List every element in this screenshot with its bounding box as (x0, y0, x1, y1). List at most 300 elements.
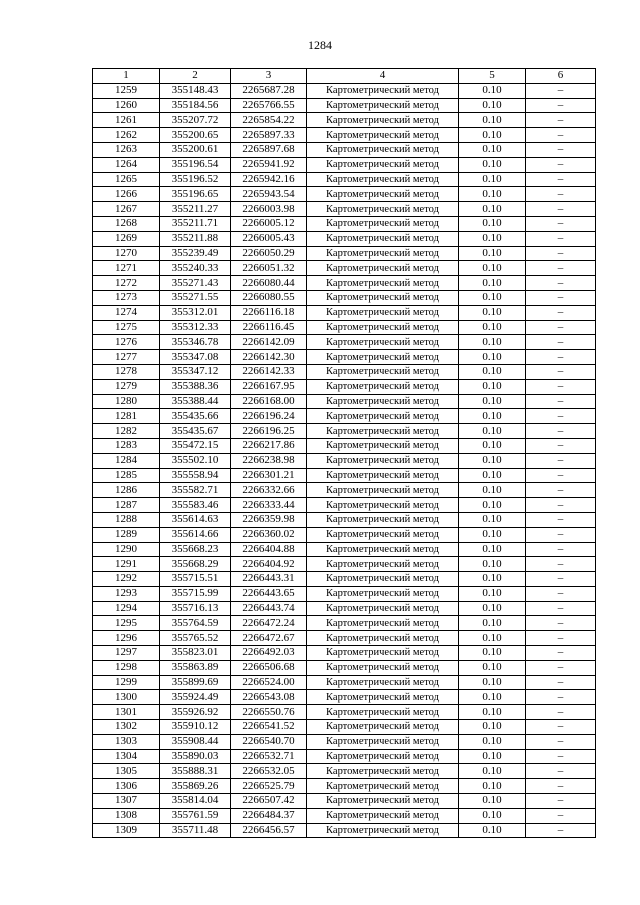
table-row (93, 350, 596, 365)
accuracy-cell: 0.10 (459, 335, 526, 350)
x-coordinate-cell: 355388.44 (160, 394, 231, 409)
point-number-cell: 1291 (93, 557, 160, 572)
point-number-cell: 1283 (93, 438, 160, 453)
x-coordinate-cell: 355614.63 (160, 512, 231, 527)
method-cell: Картометрический метод (307, 557, 459, 572)
accuracy-cell: 0.10 (459, 808, 526, 823)
method-cell: Картометрический метод (307, 586, 459, 601)
note-cell: – (526, 572, 596, 587)
note-cell: – (526, 172, 596, 187)
table-row (93, 409, 596, 424)
method-cell: Картометрический метод (307, 542, 459, 557)
y-coordinate-cell: 2266525.79 (231, 779, 307, 794)
point-number-cell: 1277 (93, 350, 160, 365)
note-cell: – (526, 616, 596, 631)
point-number-cell: 1263 (93, 142, 160, 157)
accuracy-cell: 0.10 (459, 512, 526, 527)
y-coordinate-cell: 2266217.86 (231, 438, 307, 453)
table-row (93, 128, 596, 143)
accuracy-cell: 0.10 (459, 379, 526, 394)
y-coordinate-cell: 2266196.24 (231, 409, 307, 424)
method-cell: Картометрический метод (307, 187, 459, 202)
note-cell: – (526, 438, 596, 453)
x-coordinate-cell: 355435.67 (160, 424, 231, 439)
note-cell: – (526, 749, 596, 764)
table-row (93, 690, 596, 705)
column-header-3: 3 (231, 69, 307, 84)
x-coordinate-cell: 355583.46 (160, 498, 231, 513)
accuracy-cell: 0.10 (459, 586, 526, 601)
coordinates-table (92, 68, 596, 838)
table-row (93, 616, 596, 631)
accuracy-cell: 0.10 (459, 572, 526, 587)
table-row (93, 498, 596, 513)
x-coordinate-cell: 355271.43 (160, 276, 231, 291)
x-coordinate-cell: 355472.15 (160, 438, 231, 453)
table-row (93, 142, 596, 157)
y-coordinate-cell: 2266005.43 (231, 231, 307, 246)
y-coordinate-cell: 2266492.03 (231, 646, 307, 661)
note-cell: – (526, 453, 596, 468)
y-coordinate-cell: 2265897.68 (231, 142, 307, 157)
point-number-cell: 1296 (93, 631, 160, 646)
y-coordinate-cell: 2266443.31 (231, 572, 307, 587)
y-coordinate-cell: 2265854.22 (231, 113, 307, 128)
accuracy-cell: 0.10 (459, 483, 526, 498)
column-header-2: 2 (160, 69, 231, 84)
table-row (93, 572, 596, 587)
note-cell: – (526, 187, 596, 202)
table-row (93, 764, 596, 779)
note-cell: – (526, 364, 596, 379)
y-coordinate-cell: 2266524.00 (231, 675, 307, 690)
note-cell: – (526, 498, 596, 513)
note-cell: – (526, 734, 596, 749)
accuracy-cell: 0.10 (459, 705, 526, 720)
table-row (93, 586, 596, 601)
point-number-cell: 1259 (93, 83, 160, 98)
column-header-4: 4 (307, 69, 459, 84)
table-row (93, 749, 596, 764)
x-coordinate-cell: 355668.23 (160, 542, 231, 557)
note-cell: – (526, 631, 596, 646)
accuracy-cell: 0.10 (459, 675, 526, 690)
x-coordinate-cell: 355668.29 (160, 557, 231, 572)
y-coordinate-cell: 2266005.12 (231, 216, 307, 231)
method-cell: Картометрический метод (307, 113, 459, 128)
y-coordinate-cell: 2266142.09 (231, 335, 307, 350)
table-header (93, 69, 596, 84)
note-cell: – (526, 335, 596, 350)
note-cell: – (526, 542, 596, 557)
x-coordinate-cell: 355890.03 (160, 749, 231, 764)
table-row (93, 705, 596, 720)
x-coordinate-cell: 355207.72 (160, 113, 231, 128)
method-cell: Картометрический метод (307, 379, 459, 394)
x-coordinate-cell: 355200.61 (160, 142, 231, 157)
y-coordinate-cell: 2266543.08 (231, 690, 307, 705)
note-cell: – (526, 83, 596, 98)
accuracy-cell: 0.10 (459, 202, 526, 217)
y-coordinate-cell: 2266116.18 (231, 305, 307, 320)
point-number-cell: 1304 (93, 749, 160, 764)
accuracy-cell: 0.10 (459, 261, 526, 276)
y-coordinate-cell: 2266142.30 (231, 350, 307, 365)
x-coordinate-cell: 355211.88 (160, 231, 231, 246)
accuracy-cell: 0.10 (459, 113, 526, 128)
note-cell: – (526, 246, 596, 261)
y-coordinate-cell: 2266507.42 (231, 794, 307, 809)
accuracy-cell: 0.10 (459, 350, 526, 365)
note-cell: – (526, 675, 596, 690)
method-cell: Картометрический метод (307, 438, 459, 453)
method-cell: Картометрический метод (307, 660, 459, 675)
note-cell: – (526, 468, 596, 483)
point-number-cell: 1268 (93, 216, 160, 231)
y-coordinate-cell: 2266359.98 (231, 512, 307, 527)
table-row (93, 468, 596, 483)
y-coordinate-cell: 2266484.37 (231, 808, 307, 823)
x-coordinate-cell: 355211.71 (160, 216, 231, 231)
point-number-cell: 1298 (93, 660, 160, 675)
x-coordinate-cell: 355926.92 (160, 705, 231, 720)
note-cell: – (526, 142, 596, 157)
x-coordinate-cell: 355347.12 (160, 364, 231, 379)
y-coordinate-cell: 2266472.67 (231, 631, 307, 646)
x-coordinate-cell: 355196.65 (160, 187, 231, 202)
y-coordinate-cell: 2266238.98 (231, 453, 307, 468)
x-coordinate-cell: 355924.49 (160, 690, 231, 705)
table-row (93, 438, 596, 453)
method-cell: Картометрический метод (307, 631, 459, 646)
accuracy-cell: 0.10 (459, 542, 526, 557)
point-number-cell: 1308 (93, 808, 160, 823)
note-cell: – (526, 276, 596, 291)
x-coordinate-cell: 355715.51 (160, 572, 231, 587)
accuracy-cell: 0.10 (459, 305, 526, 320)
y-coordinate-cell: 2266550.76 (231, 705, 307, 720)
x-coordinate-cell: 355312.33 (160, 320, 231, 335)
accuracy-cell: 0.10 (459, 557, 526, 572)
table-row (93, 276, 596, 291)
method-cell: Картометрический метод (307, 231, 459, 246)
note-cell: – (526, 128, 596, 143)
note-cell: – (526, 290, 596, 305)
table-row (93, 720, 596, 735)
accuracy-cell: 0.10 (459, 453, 526, 468)
note-cell: – (526, 113, 596, 128)
table-row (93, 261, 596, 276)
x-coordinate-cell: 355614.66 (160, 527, 231, 542)
x-coordinate-cell: 355765.52 (160, 631, 231, 646)
x-coordinate-cell: 355899.69 (160, 675, 231, 690)
y-coordinate-cell: 2266003.98 (231, 202, 307, 217)
x-coordinate-cell: 355240.33 (160, 261, 231, 276)
y-coordinate-cell: 2266540.70 (231, 734, 307, 749)
table-row (93, 216, 596, 231)
x-coordinate-cell: 355346.78 (160, 335, 231, 350)
method-cell: Картометрический метод (307, 601, 459, 616)
table-row (93, 453, 596, 468)
note-cell: – (526, 409, 596, 424)
method-cell: Картометрический метод (307, 646, 459, 661)
accuracy-cell: 0.10 (459, 394, 526, 409)
accuracy-cell: 0.10 (459, 601, 526, 616)
x-coordinate-cell: 355271.55 (160, 290, 231, 305)
table-row (93, 335, 596, 350)
note-cell: – (526, 202, 596, 217)
y-coordinate-cell: 2266301.21 (231, 468, 307, 483)
x-coordinate-cell: 355716.13 (160, 601, 231, 616)
method-cell: Картометрический метод (307, 394, 459, 409)
method-cell: Картометрический метод (307, 83, 459, 98)
note-cell: – (526, 394, 596, 409)
point-number-cell: 1281 (93, 409, 160, 424)
accuracy-cell: 0.10 (459, 83, 526, 98)
accuracy-cell: 0.10 (459, 187, 526, 202)
y-coordinate-cell: 2266472.24 (231, 616, 307, 631)
accuracy-cell: 0.10 (459, 128, 526, 143)
page-number: 1284 (308, 38, 332, 52)
x-coordinate-cell: 355814.04 (160, 794, 231, 809)
note-cell: – (526, 379, 596, 394)
accuracy-cell: 0.10 (459, 527, 526, 542)
accuracy-cell: 0.10 (459, 749, 526, 764)
accuracy-cell: 0.10 (459, 468, 526, 483)
x-coordinate-cell: 355196.52 (160, 172, 231, 187)
method-cell: Картометрический метод (307, 98, 459, 113)
accuracy-cell: 0.10 (459, 646, 526, 661)
y-coordinate-cell: 2266443.65 (231, 586, 307, 601)
table-row (93, 734, 596, 749)
x-coordinate-cell: 355764.59 (160, 616, 231, 631)
note-cell: – (526, 424, 596, 439)
point-number-cell: 1289 (93, 527, 160, 542)
y-coordinate-cell: 2266050.29 (231, 246, 307, 261)
note-cell: – (526, 586, 596, 601)
x-coordinate-cell: 355715.99 (160, 586, 231, 601)
method-cell: Картометрический метод (307, 276, 459, 291)
point-number-cell: 1271 (93, 261, 160, 276)
table-row (93, 675, 596, 690)
method-cell: Картометрический метод (307, 246, 459, 261)
method-cell: Картометрический метод (307, 453, 459, 468)
note-cell: – (526, 720, 596, 735)
column-header-6: 6 (526, 69, 596, 84)
table-row (93, 364, 596, 379)
accuracy-cell: 0.10 (459, 246, 526, 261)
table-row (93, 394, 596, 409)
note-cell: – (526, 483, 596, 498)
point-number-cell: 1293 (93, 586, 160, 601)
point-number-cell: 1306 (93, 779, 160, 794)
x-coordinate-cell: 355388.36 (160, 379, 231, 394)
y-coordinate-cell: 2265766.55 (231, 98, 307, 113)
table-row (93, 601, 596, 616)
note-cell: – (526, 705, 596, 720)
point-number-cell: 1270 (93, 246, 160, 261)
note-cell: – (526, 601, 596, 616)
accuracy-cell: 0.10 (459, 142, 526, 157)
table-row (93, 823, 596, 838)
table-row (93, 660, 596, 675)
accuracy-cell: 0.10 (459, 409, 526, 424)
note-cell: – (526, 660, 596, 675)
point-number-cell: 1272 (93, 276, 160, 291)
point-number-cell: 1294 (93, 601, 160, 616)
point-number-cell: 1285 (93, 468, 160, 483)
accuracy-cell: 0.10 (459, 616, 526, 631)
point-number-cell: 1266 (93, 187, 160, 202)
method-cell: Картометрический метод (307, 616, 459, 631)
note-cell: – (526, 512, 596, 527)
accuracy-cell: 0.10 (459, 779, 526, 794)
point-number-cell: 1275 (93, 320, 160, 335)
table-row (93, 83, 596, 98)
point-number-cell: 1265 (93, 172, 160, 187)
note-cell: – (526, 216, 596, 231)
table-row (93, 305, 596, 320)
x-coordinate-cell: 355582.71 (160, 483, 231, 498)
accuracy-cell: 0.10 (459, 438, 526, 453)
note-cell: – (526, 305, 596, 320)
x-coordinate-cell: 355908.44 (160, 734, 231, 749)
table-row (93, 187, 596, 202)
point-number-cell: 1276 (93, 335, 160, 350)
table-row (93, 512, 596, 527)
y-coordinate-cell: 2266532.71 (231, 749, 307, 764)
point-number-cell: 1300 (93, 690, 160, 705)
accuracy-cell: 0.10 (459, 320, 526, 335)
x-coordinate-cell: 355823.01 (160, 646, 231, 661)
x-coordinate-cell: 355863.89 (160, 660, 231, 675)
note-cell: – (526, 261, 596, 276)
x-coordinate-cell: 355312.01 (160, 305, 231, 320)
method-cell: Картометрический метод (307, 749, 459, 764)
accuracy-cell: 0.10 (459, 498, 526, 513)
y-coordinate-cell: 2266168.00 (231, 394, 307, 409)
table-row (93, 631, 596, 646)
table-row (93, 98, 596, 113)
point-number-cell: 1280 (93, 394, 160, 409)
note-cell: – (526, 794, 596, 809)
table-row (93, 231, 596, 246)
note-cell: – (526, 350, 596, 365)
method-cell: Картометрический метод (307, 823, 459, 838)
accuracy-cell: 0.10 (459, 276, 526, 291)
accuracy-cell: 0.10 (459, 290, 526, 305)
point-number-cell: 1299 (93, 675, 160, 690)
x-coordinate-cell: 355888.31 (160, 764, 231, 779)
y-coordinate-cell: 2266196.25 (231, 424, 307, 439)
x-coordinate-cell: 355347.08 (160, 350, 231, 365)
method-cell: Картометрический метод (307, 350, 459, 365)
note-cell: – (526, 527, 596, 542)
y-coordinate-cell: 2266404.88 (231, 542, 307, 557)
point-number-cell: 1292 (93, 572, 160, 587)
note-cell: – (526, 231, 596, 246)
y-coordinate-cell: 2266051.32 (231, 261, 307, 276)
point-number-cell: 1261 (93, 113, 160, 128)
y-coordinate-cell: 2266142.33 (231, 364, 307, 379)
accuracy-cell: 0.10 (459, 794, 526, 809)
x-coordinate-cell: 355869.26 (160, 779, 231, 794)
method-cell: Картометрический метод (307, 808, 459, 823)
method-cell: Картометрический метод (307, 142, 459, 157)
y-coordinate-cell: 2266506.68 (231, 660, 307, 675)
y-coordinate-cell: 2266080.55 (231, 290, 307, 305)
accuracy-cell: 0.10 (459, 172, 526, 187)
method-cell: Картометрический метод (307, 157, 459, 172)
note-cell: – (526, 764, 596, 779)
point-number-cell: 1269 (93, 231, 160, 246)
accuracy-cell: 0.10 (459, 98, 526, 113)
method-cell: Картометрический метод (307, 512, 459, 527)
method-cell: Картометрический метод (307, 128, 459, 143)
method-cell: Картометрический метод (307, 720, 459, 735)
method-cell: Картометрический метод (307, 764, 459, 779)
point-number-cell: 1284 (93, 453, 160, 468)
note-cell: – (526, 779, 596, 794)
point-number-cell: 1267 (93, 202, 160, 217)
table-row (93, 113, 596, 128)
method-cell: Картометрический метод (307, 483, 459, 498)
x-coordinate-cell: 355200.65 (160, 128, 231, 143)
method-cell: Картометрический метод (307, 572, 459, 587)
method-cell: Картометрический метод (307, 409, 459, 424)
point-number-cell: 1307 (93, 794, 160, 809)
y-coordinate-cell: 2266167.95 (231, 379, 307, 394)
point-number-cell: 1286 (93, 483, 160, 498)
column-header-1: 1 (93, 69, 160, 84)
point-number-cell: 1302 (93, 720, 160, 735)
method-cell: Картометрический метод (307, 794, 459, 809)
y-coordinate-cell: 2265687.28 (231, 83, 307, 98)
point-number-cell: 1303 (93, 734, 160, 749)
method-cell: Картометрический метод (307, 424, 459, 439)
method-cell: Картометрический метод (307, 216, 459, 231)
y-coordinate-cell: 2266456.57 (231, 823, 307, 838)
table-row (93, 202, 596, 217)
table-row (93, 557, 596, 572)
x-coordinate-cell: 355148.43 (160, 83, 231, 98)
note-cell: – (526, 98, 596, 113)
table-row (93, 646, 596, 661)
table-row (93, 246, 596, 261)
table-row (93, 290, 596, 305)
header-row (93, 69, 596, 84)
accuracy-cell: 0.10 (459, 631, 526, 646)
table-row (93, 483, 596, 498)
point-number-cell: 1262 (93, 128, 160, 143)
table-row (93, 157, 596, 172)
point-number-cell: 1274 (93, 305, 160, 320)
method-cell: Картометрический метод (307, 705, 459, 720)
x-coordinate-cell: 355502.10 (160, 453, 231, 468)
column-header-5: 5 (459, 69, 526, 84)
accuracy-cell: 0.10 (459, 690, 526, 705)
method-cell: Картометрический метод (307, 202, 459, 217)
accuracy-cell: 0.10 (459, 424, 526, 439)
y-coordinate-cell: 2265941.92 (231, 157, 307, 172)
accuracy-cell: 0.10 (459, 764, 526, 779)
point-number-cell: 1309 (93, 823, 160, 838)
point-number-cell: 1297 (93, 646, 160, 661)
x-coordinate-cell: 355558.94 (160, 468, 231, 483)
point-number-cell: 1282 (93, 424, 160, 439)
x-coordinate-cell: 355761.59 (160, 808, 231, 823)
accuracy-cell: 0.10 (459, 364, 526, 379)
